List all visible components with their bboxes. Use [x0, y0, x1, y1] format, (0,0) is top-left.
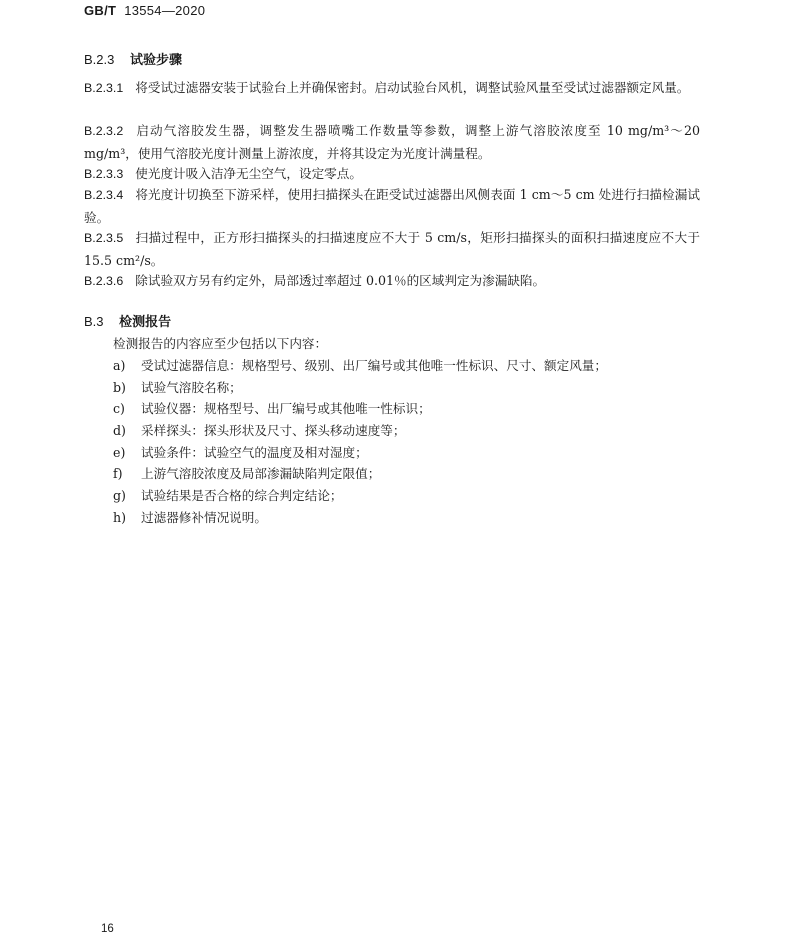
- clause-b235: [84, 227, 700, 271]
- list-item: [113, 355, 607, 377]
- item-text: 上游气溶胶浓度及局部渗漏缺陷判定限值；: [141, 466, 381, 482]
- section-heading-b23: [84, 49, 182, 68]
- clause-number: B.2.3.1: [84, 81, 124, 95]
- section-number: B.2.3: [84, 52, 115, 67]
- clause-number: B.2.3.4: [84, 188, 124, 202]
- section-heading-b3: [84, 311, 171, 330]
- list-item: [113, 420, 607, 442]
- clause-b232: [84, 120, 700, 164]
- standard-header: [84, 3, 205, 18]
- clause-number: B.2.3.2: [84, 124, 124, 138]
- clause-text: 启动气溶胶发生器，调整发生器喷嘴工作数量等参数，调整上游气溶胶浓度至 10 mg/m³～20 mg/m³，使用气溶胶光度计测量上游浓度，并将其设定为光度计满量程。: [84, 123, 700, 161]
- list-item: [113, 485, 607, 507]
- clause-b236: [84, 270, 700, 293]
- standard-code: GB/T: [84, 3, 117, 18]
- clause-b234: [84, 184, 700, 228]
- list-item: [113, 377, 607, 399]
- report-items-list: [113, 355, 607, 529]
- item-text: 受试过滤器信息：规格型号、级别、出厂编号或其他唯一性标识、尺寸、额定风量；: [141, 358, 607, 373]
- list-item: [113, 442, 607, 464]
- clause-number: B.2.3.5: [84, 231, 124, 245]
- item-marker: f): [113, 466, 123, 482]
- clause-text: 将光度计切换至下游采样，使用扫描探头在距受试过滤器出风侧表面 1 cm～5 cm 处进行扫描检漏试验。: [84, 187, 700, 225]
- item-marker: b): [113, 379, 126, 395]
- page-number: 16: [101, 923, 114, 935]
- section-title: 检测报告: [119, 314, 172, 329]
- item-text: 试验气溶胶名称；: [141, 379, 242, 395]
- list-item: [113, 398, 607, 420]
- report-intro: 检测报告的内容应至少包括以下内容：: [113, 336, 328, 351]
- clause-text: 除试验双方另有约定外，局部透过率超过 0.01％的区域判定为渗漏缺陷。: [135, 273, 546, 288]
- item-text: 试验仪器：规格型号、出厂编号或其他唯一性标识；: [141, 401, 431, 417]
- list-item: [113, 463, 607, 485]
- section-number: B.3: [84, 314, 104, 329]
- item-marker: c): [113, 401, 125, 417]
- item-marker: a): [113, 358, 126, 373]
- item-marker: h): [113, 509, 127, 525]
- clause-number: B.2.3.6: [84, 274, 124, 288]
- item-marker: d): [113, 423, 126, 439]
- clause-b231: [84, 77, 700, 100]
- item-text: 采样探头：探头形状及尺寸、探头移动速度等；: [141, 423, 406, 439]
- item-text: 试验条件：试验空气的温度及相对湿度；: [141, 444, 368, 460]
- clause-number: B.2.3.3: [84, 167, 124, 181]
- item-marker: e): [113, 444, 126, 460]
- item-marker: g): [113, 488, 126, 504]
- clause-text: 将受试过滤器安装于试验台上并确保密封。启动试验台风机，调整试验风量至受试过滤器额定风量。: [135, 80, 690, 95]
- clause-b233: [84, 163, 700, 186]
- standard-number: 13554—2020: [124, 3, 206, 18]
- clause-text: 扫描过程中，正方形扫描探头的扫描速度应不大于 5 cm/s，矩形扫描探头的面积扫描速度应不大于 15.5 cm²/s。: [84, 230, 700, 268]
- clause-text: 使光度计吸入洁净无尘空气，设定零点。: [135, 166, 362, 181]
- list-item: [113, 507, 607, 529]
- item-text: 试验结果是否合格的综合判定结论；: [141, 488, 343, 504]
- section-title: 试验步骤: [129, 52, 182, 67]
- item-text: 过滤器修补情况说明。: [141, 509, 267, 525]
